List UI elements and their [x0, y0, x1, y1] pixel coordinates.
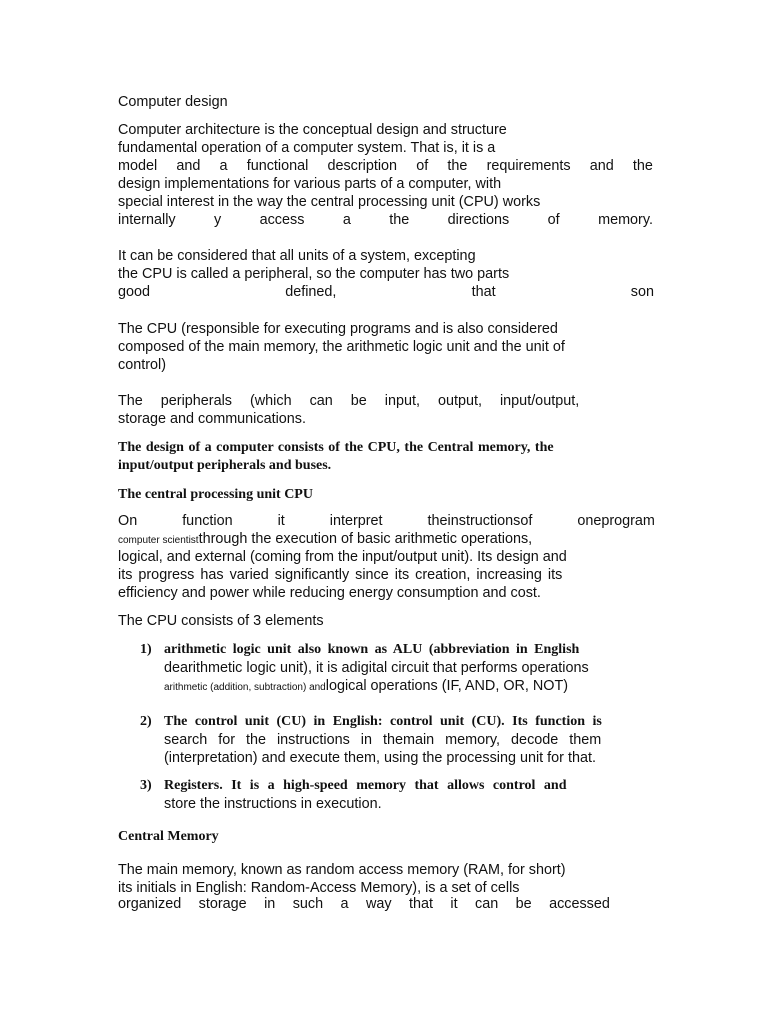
text-line: Computer architecture is the conceptual design and structure	[118, 122, 507, 138]
word: access	[259, 212, 305, 228]
word: accessed	[549, 896, 610, 912]
text-line: store the instructions in execution.	[164, 796, 382, 812]
text-line	[118, 283, 654, 301]
word: that	[471, 284, 496, 300]
list-number: 1)	[140, 642, 152, 657]
text-line: It can be considered that all units of a system, excepting	[118, 248, 476, 264]
page-title: Computer design	[118, 94, 228, 110]
word: directions	[447, 212, 510, 228]
word: a	[219, 158, 228, 174]
text-line: Registers. It is a high-speed memory that allows control and	[164, 778, 567, 793]
text-line: composed of the main memory, the arithmetic logic unit and the unit of	[118, 339, 565, 355]
text-line: The design of a computer consists of the CPU, the Central memory, the	[118, 440, 554, 455]
word: description	[327, 158, 398, 174]
word: and	[176, 158, 201, 174]
word: in	[264, 896, 276, 912]
word: storage	[198, 896, 247, 912]
text-line: the CPU is called a peripheral, so the computer has two parts	[118, 266, 510, 282]
word: the	[389, 212, 410, 228]
word: and	[589, 158, 614, 174]
heading-cpu: The central processing unit CPU	[118, 487, 313, 502]
word: that	[408, 896, 433, 912]
word: be	[515, 896, 532, 912]
text-line: control)	[118, 357, 166, 373]
text-line: arithmetic logic unit also known as ALU (abbreviation in English	[164, 642, 580, 657]
word: son	[630, 284, 654, 300]
text-line	[164, 677, 568, 697]
text-line: design implementations for various parts of a computer, with	[118, 176, 502, 192]
text-line: search for the instructions in themain memory, decode them	[164, 732, 602, 748]
word: can	[475, 896, 499, 912]
small-text: computer scientist	[118, 535, 199, 546]
text-line: dearithmetic logic unit), it is adigital circuit that performs operations	[164, 660, 589, 676]
small-text: arithmetic (addition, subtraction) and	[164, 682, 326, 693]
text-line: fundamental operation of a computer system. That is, it is a	[118, 140, 496, 156]
word: y	[214, 212, 222, 228]
word: On	[118, 513, 138, 529]
word: theinstructionsof	[427, 513, 533, 529]
word: a	[342, 212, 351, 228]
heading-central-memory: Central Memory	[118, 829, 219, 844]
word: it	[277, 513, 285, 529]
text-line: efficiency and power while reducing energy consumption and cost.	[118, 585, 541, 601]
word: requirements	[486, 158, 571, 174]
text-line: storage and communications.	[118, 411, 306, 427]
word: function	[182, 513, 233, 529]
word: the	[632, 158, 653, 174]
word: internally	[118, 212, 176, 228]
text-span: logical operations (IF, AND, OR, NOT)	[325, 678, 569, 694]
word: a	[340, 896, 349, 912]
word: the	[447, 158, 468, 174]
text-line: its initials in English: Random-Access Memory), is a set of cells	[118, 880, 520, 896]
text-line: (interpretation) and execute them, using the processing unit for that.	[164, 750, 596, 766]
text-line: logical, and external (coming from the input/output unit). Its design and	[118, 549, 567, 565]
list-number: 2)	[140, 714, 152, 729]
text-line: The peripherals (which can be input, output, input/output,	[118, 393, 580, 409]
text-line	[118, 512, 655, 530]
word: functional	[246, 158, 309, 174]
word: way	[365, 896, 392, 912]
word: defined,	[285, 284, 337, 300]
word: of	[416, 158, 429, 174]
list-number: 3)	[140, 778, 152, 793]
text-line	[118, 157, 653, 175]
word: good	[118, 284, 151, 300]
word: it	[450, 896, 458, 912]
text-line: The main memory, known as random access memory (RAM, for short)	[118, 862, 566, 878]
word: of	[547, 212, 560, 228]
word: memory.	[598, 212, 653, 228]
text-line: special interest in the way the central processing unit (CPU) works	[118, 194, 541, 210]
text-line: input/output peripherals and buses.	[118, 458, 332, 473]
word: interpret	[329, 513, 383, 529]
text-line: The CPU (responsible for executing programs and is also considered	[118, 321, 558, 337]
text-line: The control unit (CU) in English: control unit (CU). Its function is	[164, 714, 602, 729]
word: oneprogram	[577, 513, 655, 529]
text-line	[118, 895, 610, 913]
cpu-elements-intro: The CPU consists of 3 elements	[118, 613, 324, 629]
word: such	[292, 896, 324, 912]
text-line	[118, 211, 653, 229]
text-span: through the execution of basic arithmetic operations,	[198, 531, 533, 547]
word: model	[118, 158, 158, 174]
word: organized	[118, 896, 182, 912]
text-line	[118, 530, 532, 550]
text-line: its progress has varied significantly since its creation, increasing its	[118, 567, 563, 583]
